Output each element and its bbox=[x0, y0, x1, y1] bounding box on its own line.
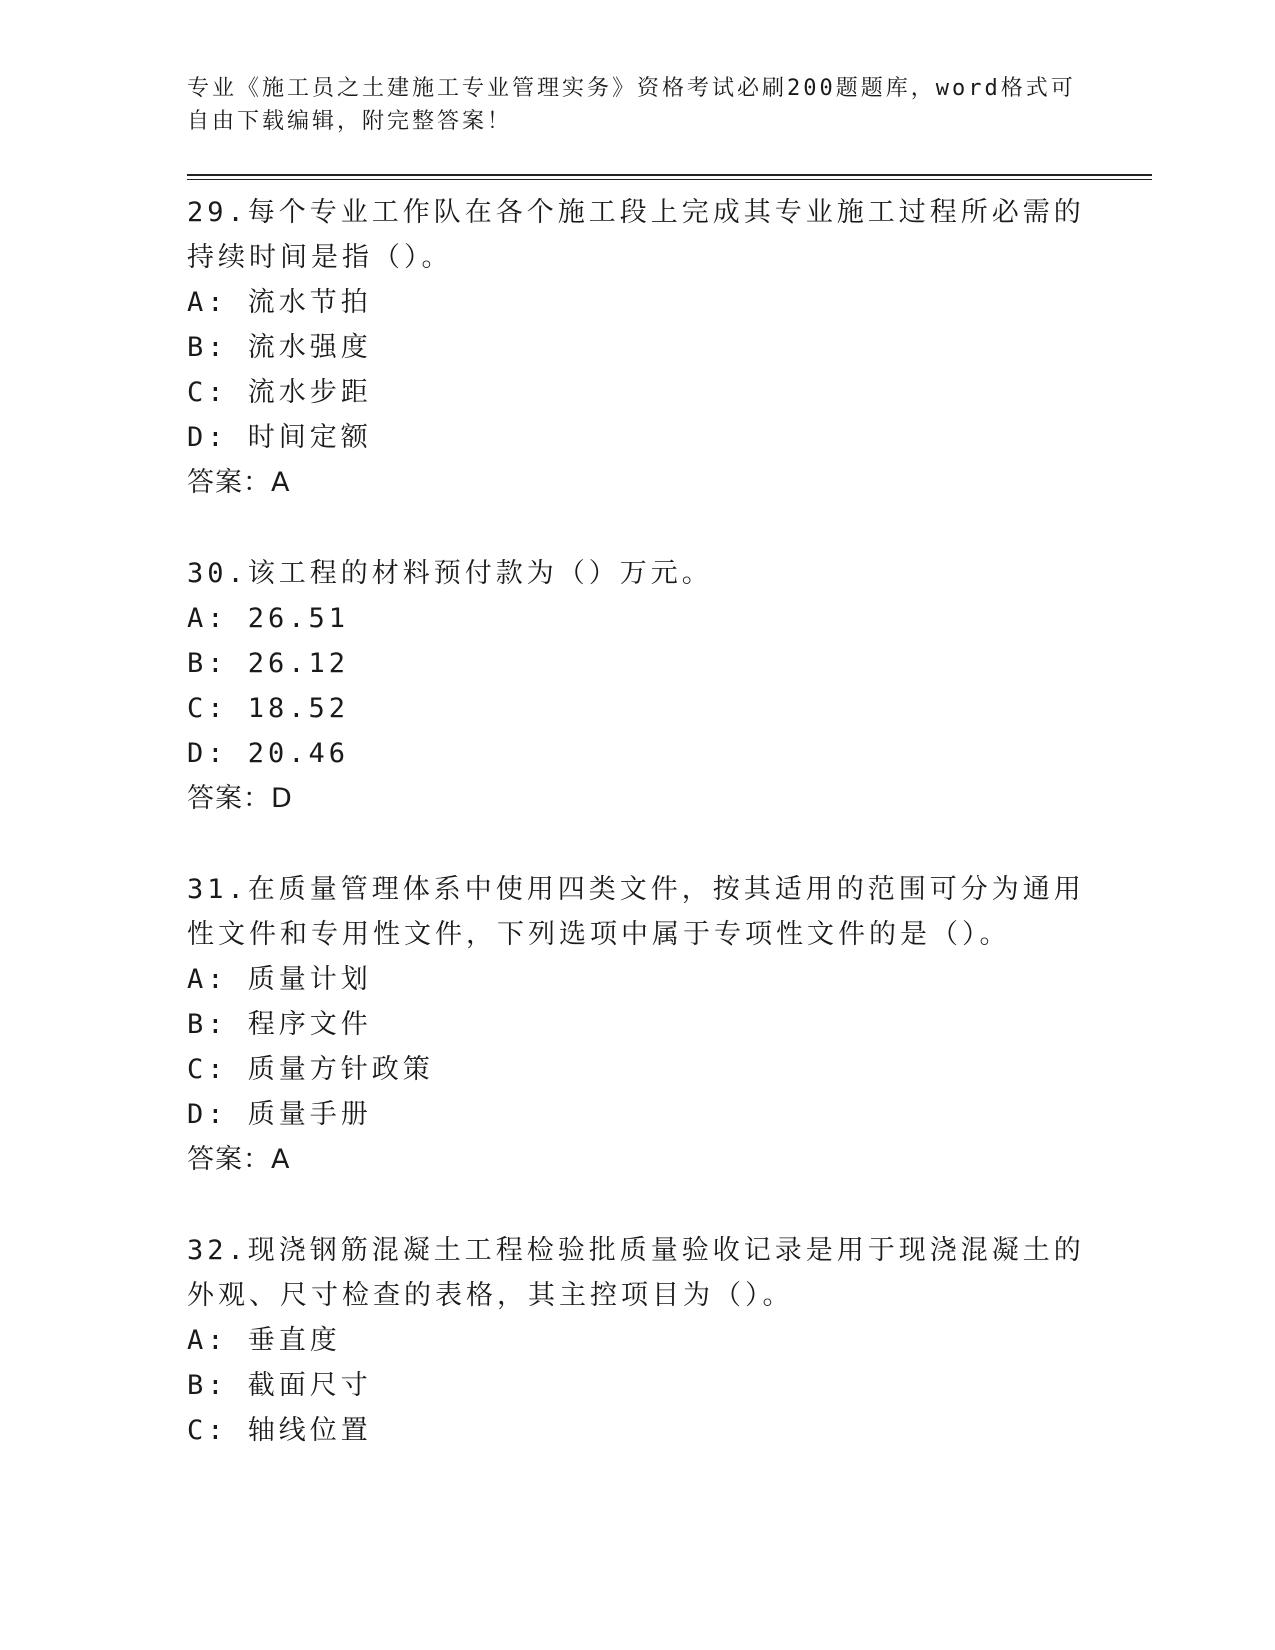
answer: 答案：D bbox=[187, 783, 293, 814]
option-a: A: 流水节拍 bbox=[187, 287, 372, 318]
option-c: C: 质量方针政策 bbox=[187, 1054, 434, 1085]
document-page bbox=[187, 72, 1152, 1499]
question-stem: 32.现浇钢筋混凝土工程检验批质量验收记录是用于现浇混凝土的外观、尺寸检查的表格，其主控项目为（）。 bbox=[187, 1235, 1085, 1311]
option-a: A: 26.51 bbox=[187, 603, 350, 634]
question-stem: 30.该工程的材料预付款为（）万元。 bbox=[187, 558, 713, 589]
option-c: C: 轴线位置 bbox=[187, 1415, 372, 1446]
answer: 答案：A bbox=[187, 1144, 291, 1175]
option-a: A: 垂直度 bbox=[187, 1325, 341, 1356]
option-b: B: 截面尺寸 bbox=[187, 1370, 372, 1401]
header-line-1: 专业《施工员之土建施工专业管理实务》资格考试必刷200题题库，word格式可 bbox=[187, 76, 1076, 101]
option-d: D: 20.46 bbox=[187, 738, 350, 769]
answer: 答案：A bbox=[187, 467, 291, 498]
header-divider bbox=[187, 174, 1152, 180]
question-stem: 29.每个专业工作队在各个施工段上完成其专业施工过程所必需的持续时间是指（）。 bbox=[187, 197, 1085, 273]
option-c: C: 18.52 bbox=[187, 693, 350, 724]
option-b: B: 26.12 bbox=[187, 648, 350, 679]
question-stem: 31.在质量管理体系中使用四类文件，按其适用的范围可分为通用性文件和专用性文件，下列选项中属于专项性文件的是（）。 bbox=[187, 874, 1085, 950]
question-31 bbox=[187, 867, 1152, 1182]
option-c: C: 流水步距 bbox=[187, 377, 372, 408]
option-a: A: 质量计划 bbox=[187, 964, 372, 995]
question-29 bbox=[187, 190, 1152, 505]
question-list bbox=[187, 190, 1152, 1453]
header-line-2: 自由下载编辑，附完整答案！ bbox=[187, 109, 513, 134]
option-b: B: 流水强度 bbox=[187, 332, 372, 363]
option-b: B: 程序文件 bbox=[187, 1009, 372, 1040]
option-d: D: 时间定额 bbox=[187, 422, 372, 453]
option-d: D: 质量手册 bbox=[187, 1099, 372, 1130]
question-32 bbox=[187, 1228, 1152, 1453]
question-30 bbox=[187, 551, 1152, 821]
